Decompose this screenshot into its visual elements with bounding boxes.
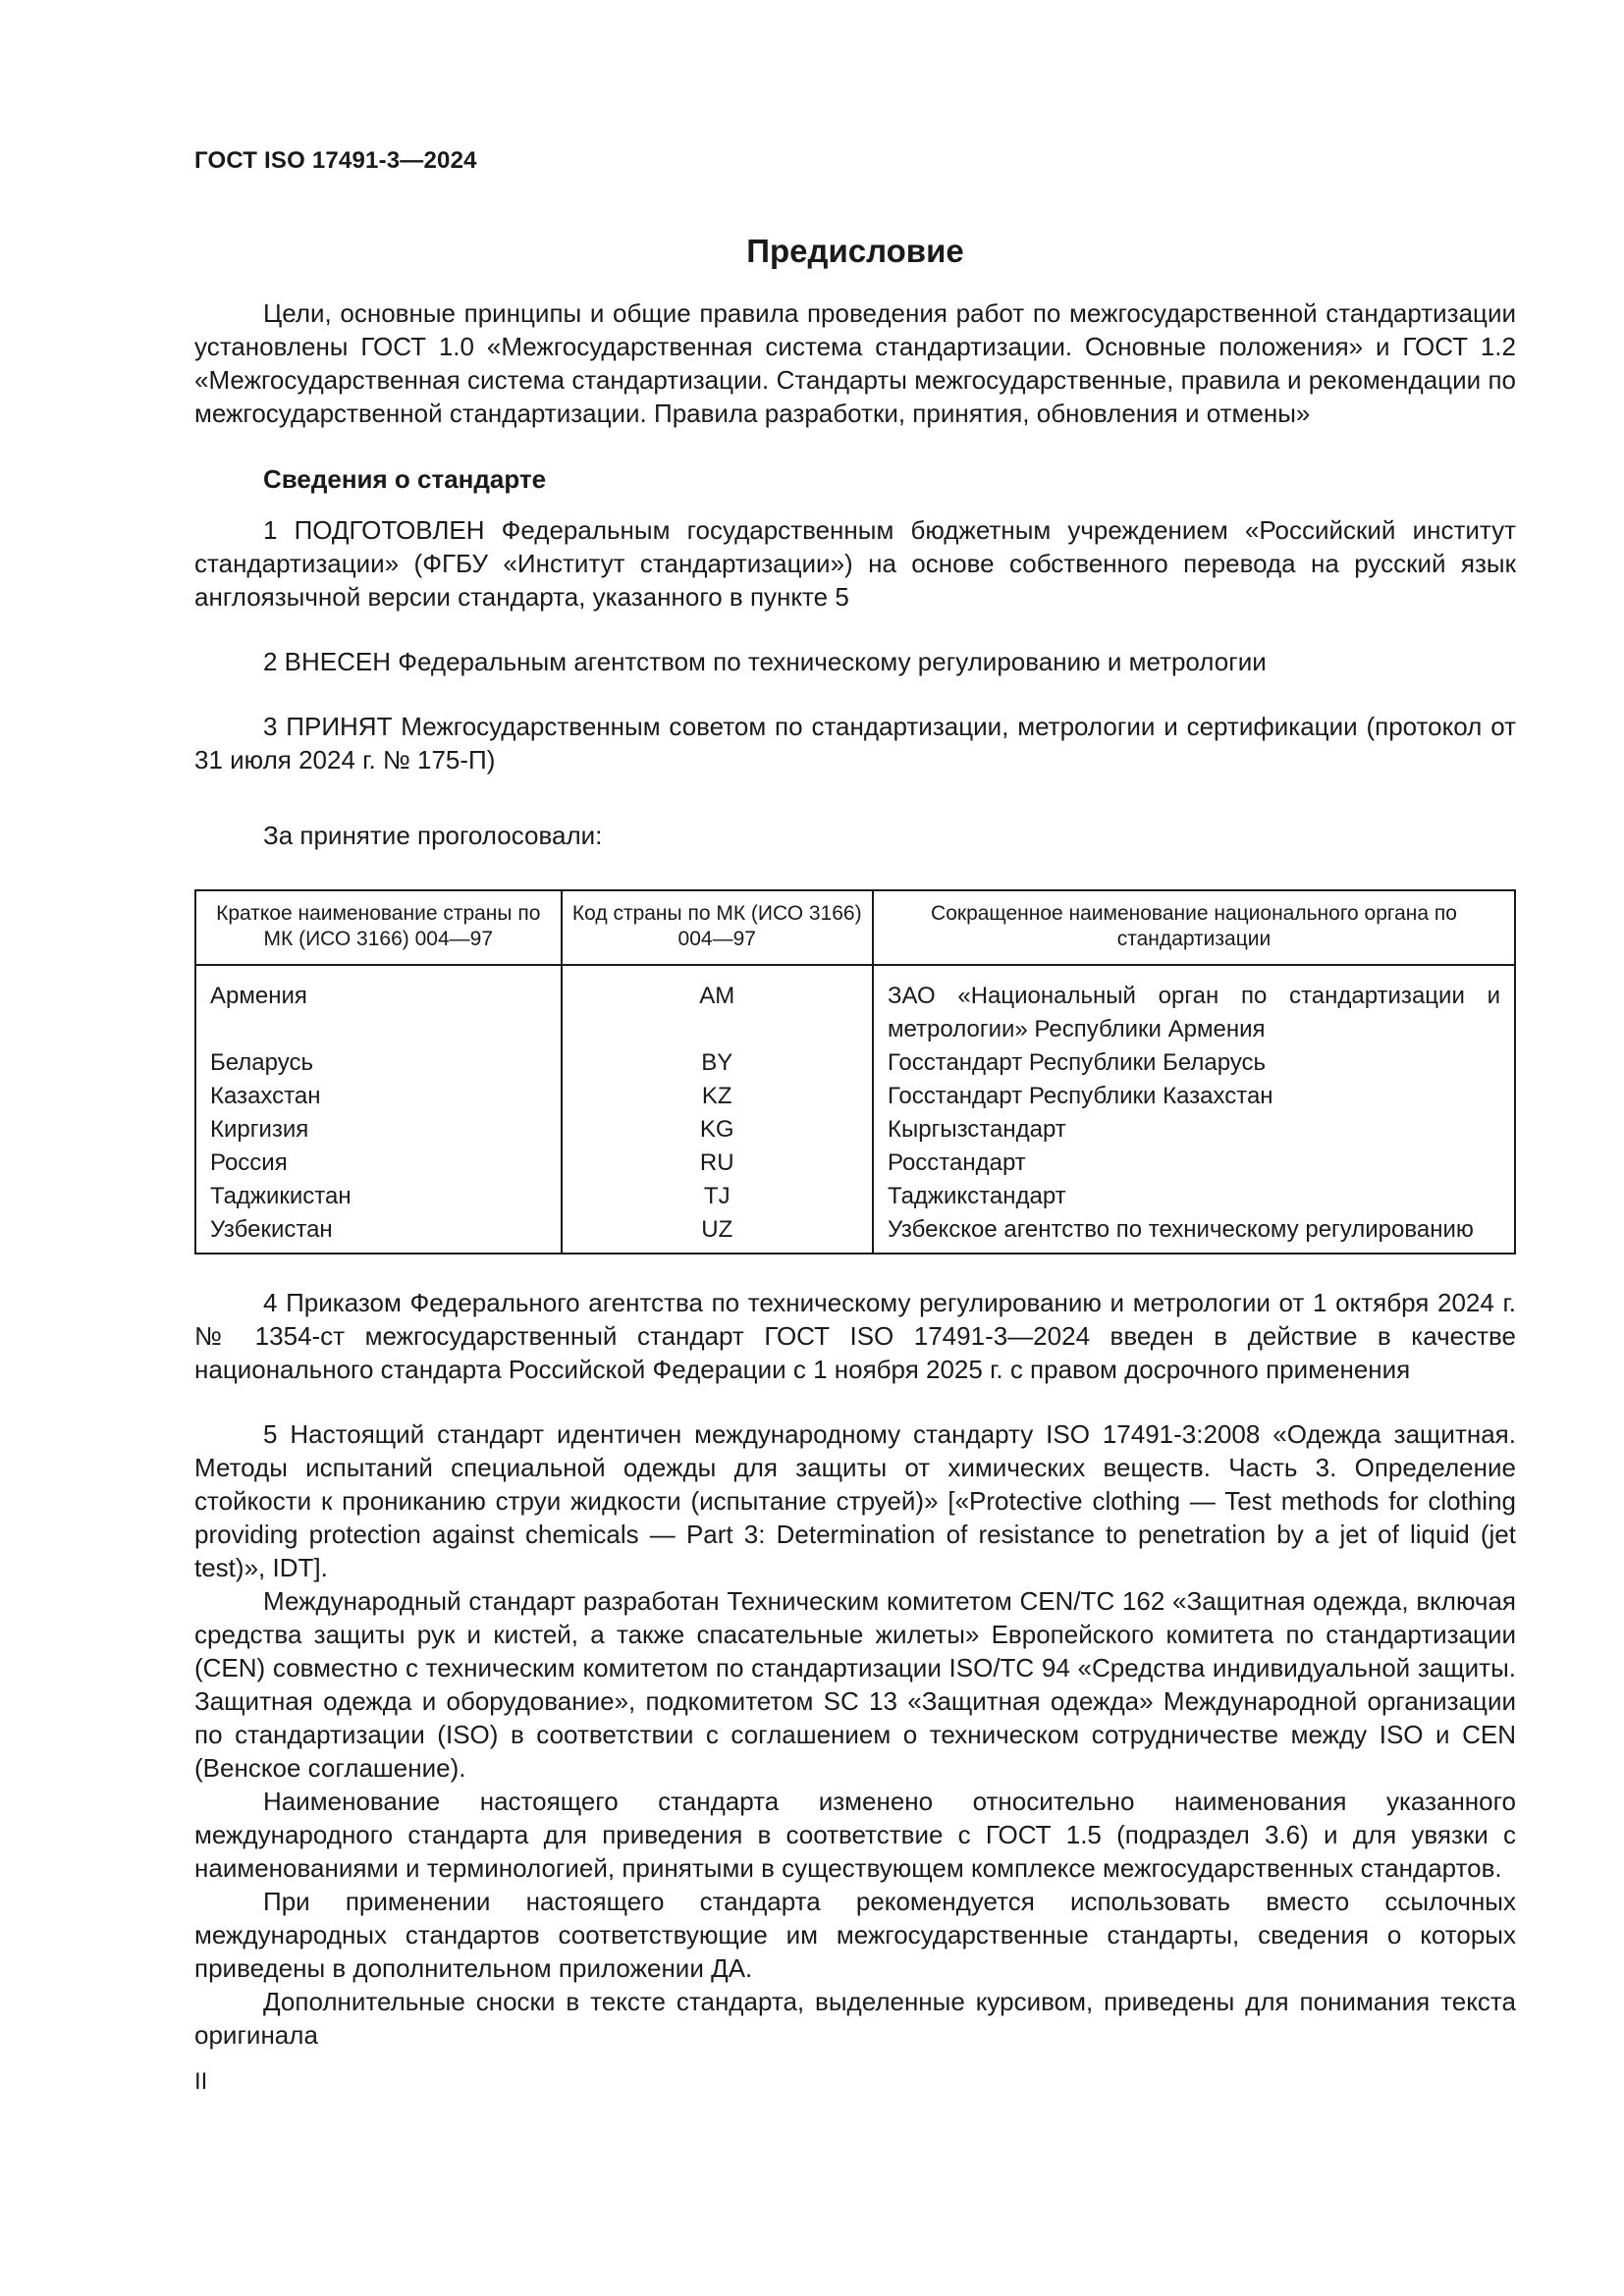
country-name: Казахстан <box>195 1080 562 1113</box>
header-organ: Сокращенное наименование национального органа по стандартизации <box>873 890 1515 965</box>
standard-info-heading: Сведения о стандарте <box>263 464 547 494</box>
table-header-row <box>195 890 1515 965</box>
item-developed-by: Международный стандарт разработан Техническим комитетом CEN/TC 162 «Защитная одежда, включая средства защиты рук и кистей, а также спасательные жилеты» Европейского комитета по стандартизации (CEN) совместно с техническим комитетом по стандартизации ISO/TC 94 «Средства индивидуальной защиты. Защитная одежда и оборудование», подкомитетом SC 13 «Защитная одежда» Международной организации по стандартизации (ISO) в соответствии с соглашением о техническом сотрудничестве между ISO и CEN (Венское соглашение). <box>194 1586 1516 1783</box>
table-row <box>195 1046 1515 1080</box>
country-name: Таджикистан <box>195 1180 562 1213</box>
table-row <box>195 1180 1515 1213</box>
page-number: II <box>194 2068 208 2095</box>
document-page <box>194 147 1516 2052</box>
table-row <box>195 1147 1515 1180</box>
country-code: KG <box>562 1113 873 1147</box>
header-country: Краткое наименование страны по МК (ИСО 3166) 004—97 <box>195 890 562 965</box>
country-code: BY <box>562 1046 873 1080</box>
country-code: RU <box>562 1147 873 1180</box>
national-organ: Госстандарт Республики Беларусь <box>873 1046 1515 1080</box>
table-row <box>195 965 1515 1046</box>
national-organ: Госстандарт Республики Казахстан <box>873 1080 1515 1113</box>
table-row <box>195 1113 1515 1147</box>
national-organ: Кыргызстандарт <box>873 1113 1515 1147</box>
document-code-header: ГОСТ ISO 17491-3—2024 <box>194 147 477 174</box>
item-recommendation: При применении настоящего стандарта рекомендуется использовать вместо ссылочных международных стандартов соответствующие им межгосударственные стандарты, сведения о которых приведены в дополнительном приложении ДА. <box>194 1887 1516 1983</box>
item-adopted: 3 ПРИНЯТ Межгосударственным советом по стандартизации, метрологии и сертификации (протокол от 31 июля 2024 г. № 175-П) <box>194 712 1516 774</box>
item-introduced: 2 ВНЕСЕН Федеральным агентством по техническому регулированию и метрологии <box>263 647 1267 676</box>
voting-countries-table <box>194 889 1516 1255</box>
page-title: Предисловие <box>746 233 964 269</box>
item-identical: 5 Настоящий стандарт идентичен международному стандарту ISO 17491-3:2008 «Одежда защитная. Методы испытаний специальной одежды для защиты от химических веществ. Часть 3. Определение стойкости к прониканию струи жидкости (испытание струей)» [«Protective clothing — Test methods for clothing providing protection against chemicals — Part 3: Determination of resistance to penetration by a jet of liquid (jet test)», IDT]. <box>194 1419 1516 1582</box>
item-name-changed: Наименование настоящего стандарта изменено относительно наименования указанного международного стандарта для приведения в соответствие с ГОСТ 1.5 (подраздел 3.6) и для увязки с наименованиями и терминологией, принятыми в существующем комплексе межгосударственных стандартов. <box>194 1787 1516 1883</box>
table-row <box>195 1080 1515 1113</box>
item-prepared: 1 ПОДГОТОВЛЕН Федеральным государственным бюджетным учреждением «Российский институт стандартизации» (ФГБУ «Институт стандартизации») на основе собственного перевода на русский язык англоязычной версии стандарта, указанного в пункте 5 <box>194 515 1516 612</box>
item-order: 4 Приказом Федерального агентства по техническому регулированию и метрологии от 1 октября 2024 г. № 1354-ст межгосударственный стандарт ГОСТ ISO 17491-3—2024 введен в действие в качестве национального стандарта Российской Федерации с 1 ноября 2025 г. с правом досрочного применения <box>194 1288 1516 1384</box>
table-row <box>195 1213 1515 1254</box>
intro-paragraph: Цели, основные принципы и общие правила проведения работ по межгосударственной стандартизации установлены ГОСТ 1.0 «Межгосударственная система стандартизации. Основные положения» и ГОСТ 1.2 «Межгосударственная система стандартизации. Стандарты межгосударственные, правила и рекомендации по межгосударственной стандартизации. Правила разработки, принятия, обновления и отмены» <box>194 298 1516 428</box>
header-code: Код страны по МК (ИСО 3166) 004—97 <box>562 890 873 965</box>
country-name: Армения <box>195 965 562 1046</box>
national-organ: Таджикстандарт <box>873 1180 1515 1213</box>
national-organ: Росстандарт <box>873 1147 1515 1180</box>
item-footnotes: Дополнительные сноски в тексте стандарта, выделенные курсивом, приведены для понимания текста оригинала <box>194 1987 1516 2050</box>
country-name: Беларусь <box>195 1046 562 1080</box>
country-code: AM <box>562 965 873 1046</box>
country-code: UZ <box>562 1213 873 1254</box>
country-name: Киргизия <box>195 1113 562 1147</box>
voted-label: За принятие проголосовали: <box>263 821 603 850</box>
national-organ: ЗАО «Национальный орган по стандартизации и метрологии» Республики Армения <box>873 965 1515 1046</box>
country-code: KZ <box>562 1080 873 1113</box>
country-name: Узбекистан <box>195 1213 562 1254</box>
national-organ: Узбекское агентство по техническому регулированию <box>873 1213 1515 1254</box>
country-name: Россия <box>195 1147 562 1180</box>
country-code: TJ <box>562 1180 873 1213</box>
